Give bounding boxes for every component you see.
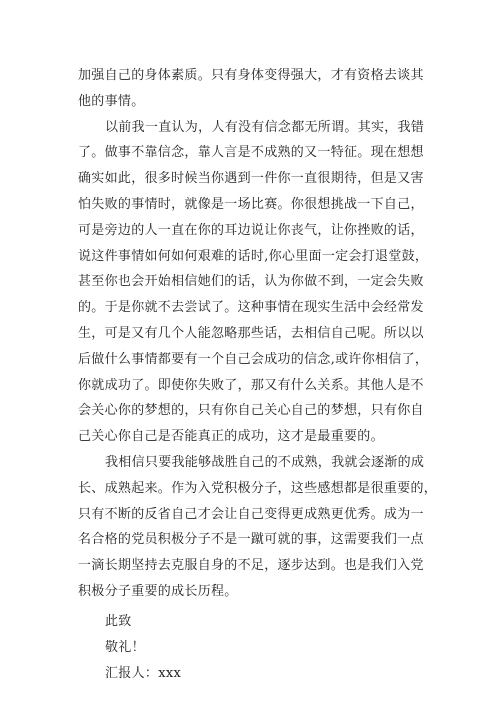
paragraph-2-line-6: 说这件事情如何如何艰难的话时,你心里面一定会打退堂鼓，	[78, 249, 429, 264]
paragraph-2-line-1: 以前我一直认为，人有没有信念都无所谓。其实，我错	[105, 120, 425, 135]
paragraph-2-line-11: 你就成功了。即使你失败了，那又有什么关系。其他人是不	[78, 378, 424, 393]
paragraph-3-line-1: 我相信只要我能够战胜自己的不成熟，我就会逐渐的成	[105, 455, 425, 470]
paragraph-2-line-5: 可是旁边的人一直在你的耳边说让你丧气，让你挫败的话，	[78, 223, 424, 238]
paragraph-3-line-5: 一滴长期坚持去克服自身的不足，逐步达到。也是我们入党	[78, 558, 424, 573]
paragraph-1-line-2: 他的事情。	[78, 94, 145, 109]
paragraph-2-line-13: 己关心你自己是否能真正的成功，这才是最重要的。	[78, 429, 384, 444]
paragraph-2-line-2: 了。做事不靠信念，靠人言是不成熟的又一特征。现在想想	[78, 145, 424, 160]
paragraph-2-line-3: 确实如此，很多时候当你遇到一件你一直很期待，但是又害	[78, 171, 424, 186]
closing-salutation: 此致	[105, 614, 132, 629]
paragraph-2-line-7: 甚至你也会开始相信她们的话，认为你做不到，一定会失败	[78, 274, 424, 289]
paragraph-2-line-8: 的。于是你就不去尝试了。这种事情在现实生活中会经常发	[78, 300, 424, 315]
paragraph-2-line-9: 生，可是又有几个人能忽略那些话，去相信自己呢。所以以	[78, 326, 424, 341]
paragraph-2-line-12: 会关心你的梦想的，只有你自己关心自己的梦想，只有你自	[78, 403, 424, 418]
paragraph-3-line-2: 长、成熟起来。作为入党积极分子，这些感想都是很重要的，	[78, 481, 438, 496]
paragraph-2-line-10: 后做什么事情都要有一个自己会成功的信念,或许你相信了，	[78, 352, 429, 367]
paragraph-1-line-1: 加强自己的身体素质。只有身体变得强大，才有资格去谈其	[78, 68, 424, 83]
paragraph-3-line-6: 积极分子重要的成长历程。	[78, 584, 238, 599]
paragraph-2-line-4: 怕失败的事情时，就像是一场比赛。你很想挑战一下自己，	[78, 197, 424, 212]
closing-regards: 敬礼！	[105, 640, 145, 655]
paragraph-3-line-4: 名合格的党员积极分子不是一蹴可就的事，这需要我们一点	[78, 532, 424, 547]
paragraph-3-line-3: 只有不断的反省自己才会让自己变得更成熟更优秀。成为一	[78, 507, 424, 522]
closing-reporter: 汇报人：xxx	[105, 666, 182, 681]
